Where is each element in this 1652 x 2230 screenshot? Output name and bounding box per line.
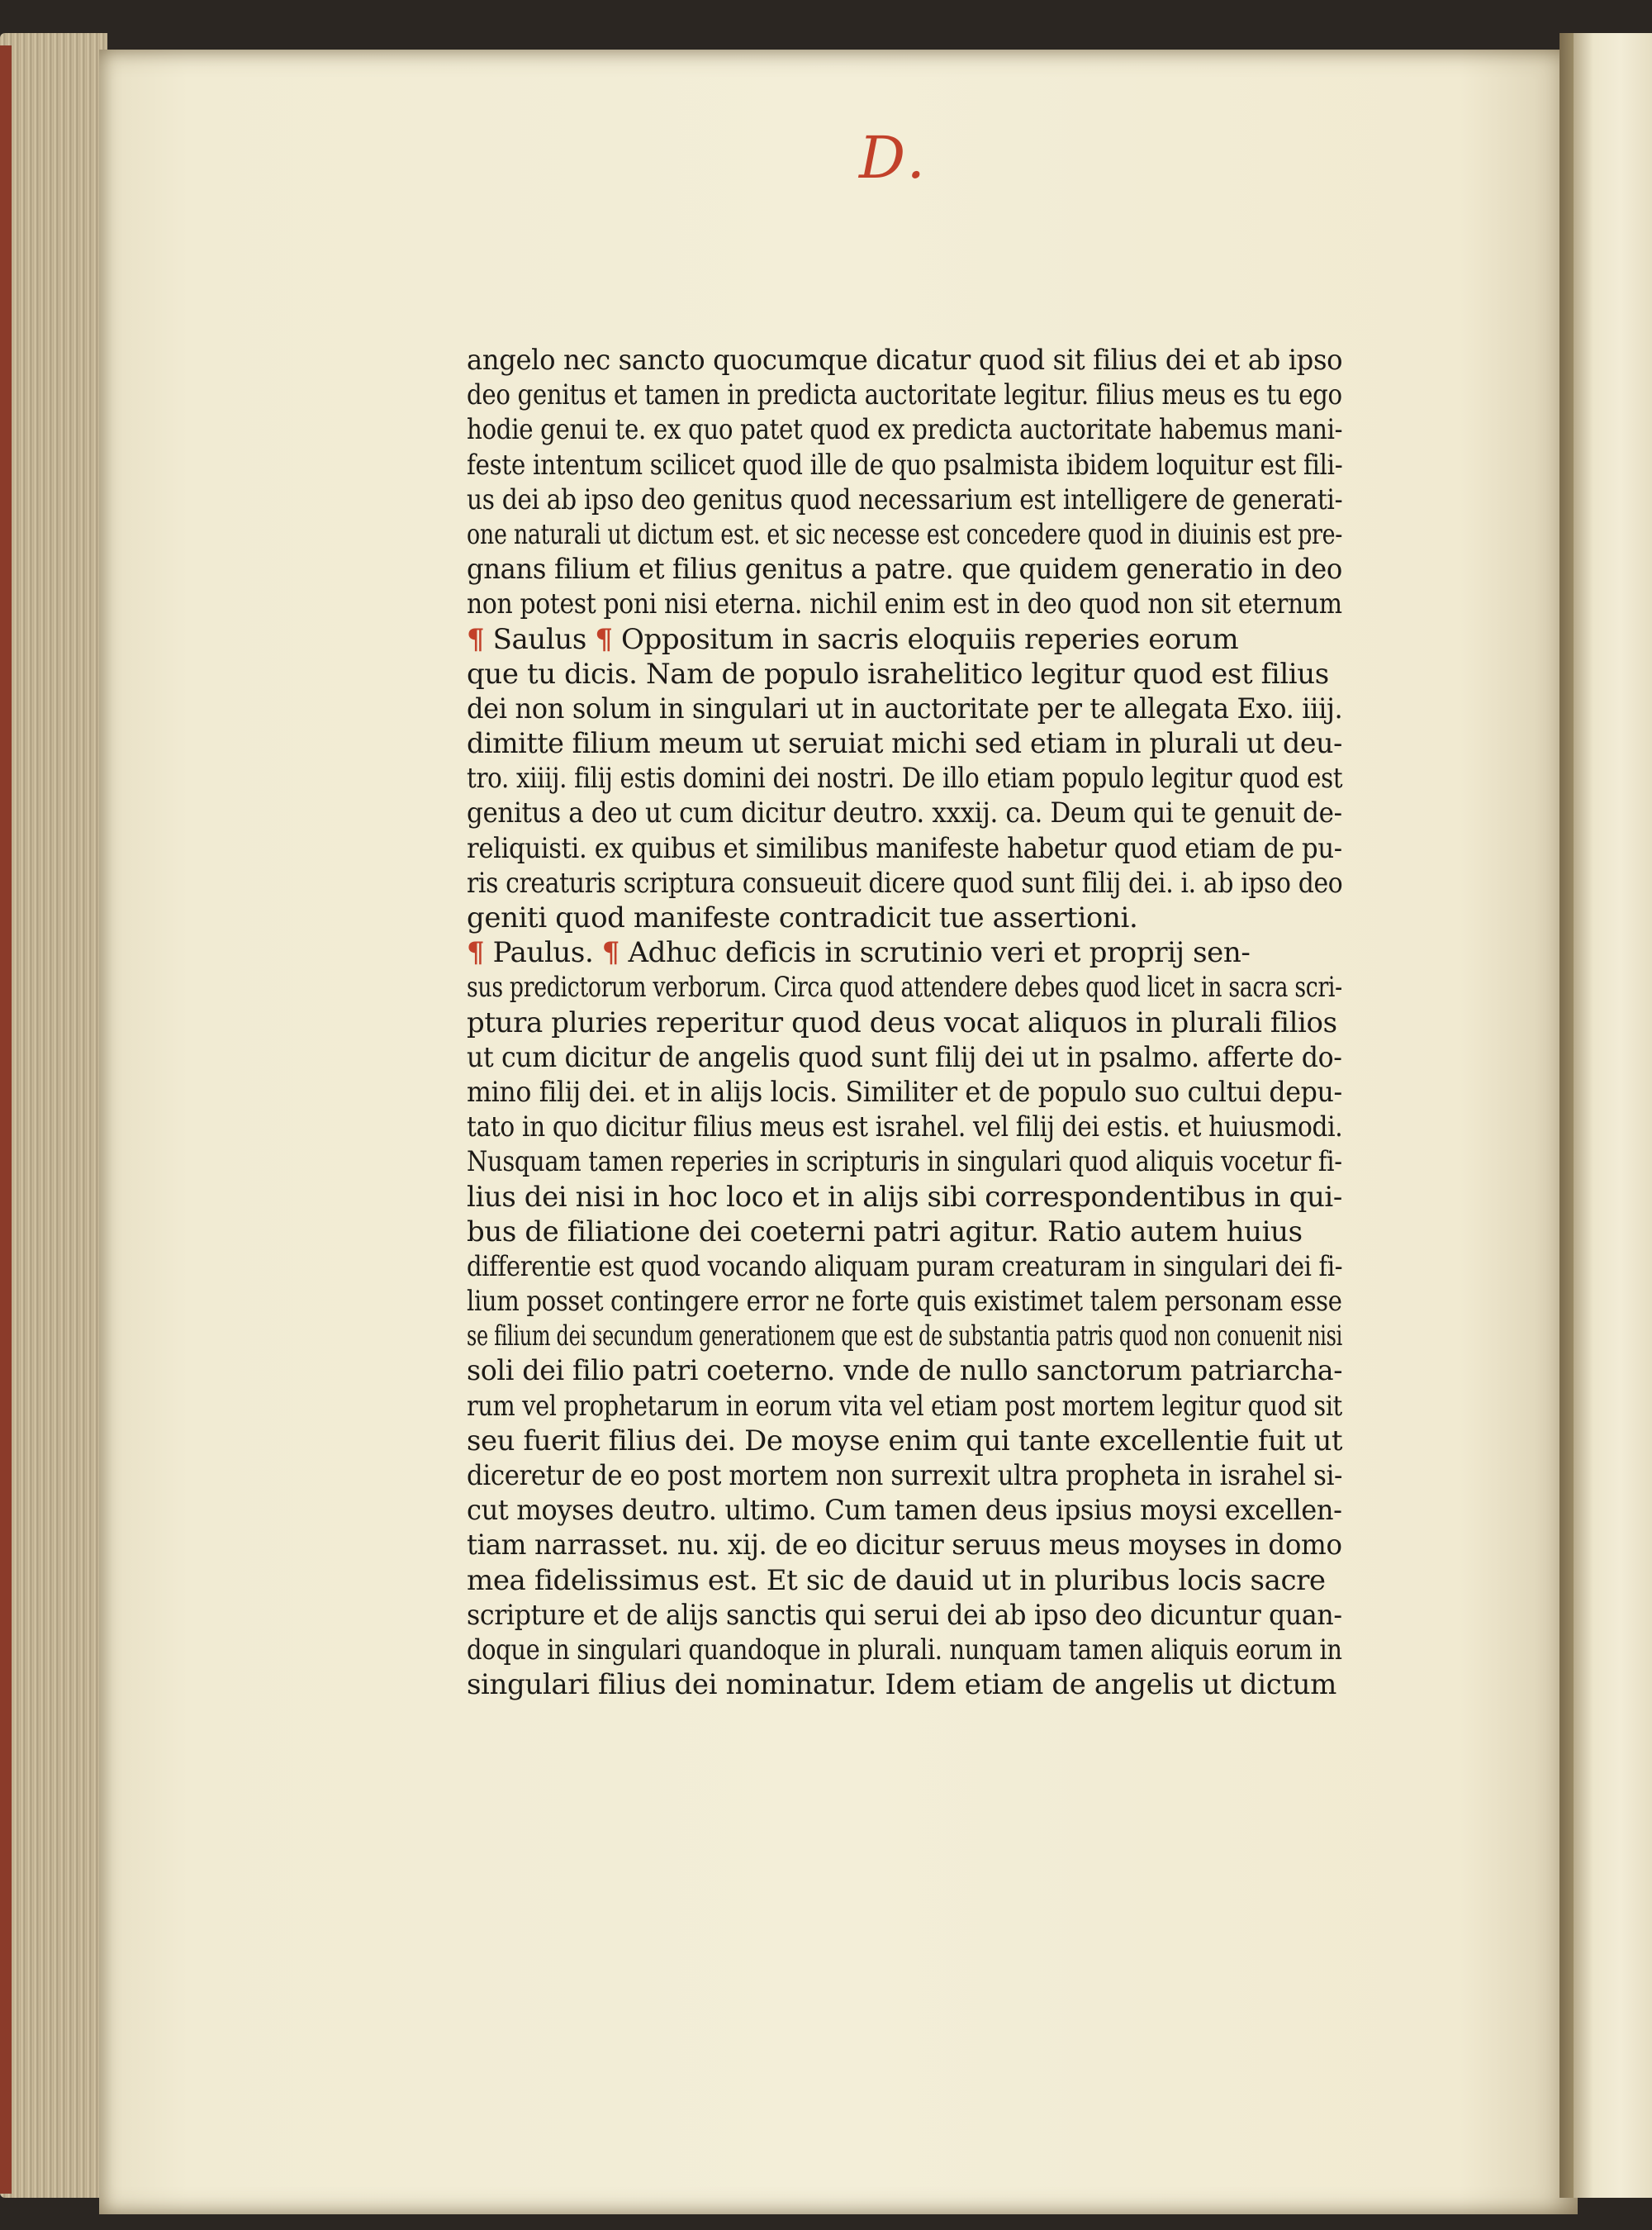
text-line: one naturali ut dictum est. et sic necesse est concedere quod in diuinis est pre-	[467, 517, 1343, 551]
text-line: ut cum dicitur de angelis quod sunt filij dei ut in psalmo. afferte do-	[467, 1040, 1342, 1074]
text-line: feste intentum scilicet quod ille de quo psalmista ibidem loquitur est fili-	[467, 448, 1343, 482]
text-line: deo genitus et tamen in predicta auctoritate legitur. filius meus es tu ego	[467, 378, 1342, 412]
right-facing-page	[1574, 33, 1652, 2198]
text-line: tiam narrasset. nu. xij. de eo dicitur seruus meus moyses in domo	[467, 1529, 1342, 1562]
text-line: ris creaturis scriptura consueuit dicere quod sunt filij dei. i. ab ipso deo	[467, 866, 1343, 900]
text-line: ¶ Saulus ¶ Oppositum in sacris eloquiis reperies eorum	[467, 622, 1239, 656]
left-cover-edge	[0, 45, 12, 2194]
text-line: seu fuerit filius dei. De moyse enim qui tante excellentie fuit ut	[467, 1424, 1343, 1457]
text-line: reliquisti. ex quibus et similibus manifeste habetur quod etiam de pu-	[467, 831, 1342, 865]
text-line: ¶ Paulus. ¶ Adhuc deficis in scrutinio veri et proprij sen-	[467, 936, 1251, 970]
text-line: angelo nec sancto quocumque dicatur quod sit filius dei et ab ipso	[467, 344, 1343, 377]
text-line: que tu dicis. Nam de populo israhelitico legitur quod est filius	[467, 657, 1329, 691]
pilcrow-mark: ¶	[601, 936, 620, 970]
text-line: diceretur de eo post mortem non surrexit ultra propheta in israhel si-	[467, 1459, 1343, 1492]
pilcrow-mark: ¶	[595, 622, 613, 656]
text-line: differentie est quod vocando aliquam puram creaturam in singulari dei fi-	[467, 1249, 1343, 1283]
folio-mark: D.	[859, 124, 928, 192]
text-line: scripture et de alijs sanctis qui serui dei ab ipso deo dicuntur quan-	[467, 1598, 1342, 1632]
left-page-edges	[0, 33, 107, 2198]
pilcrow-mark: ¶	[467, 936, 485, 970]
text-line: hodie genui te. ex quo patet quod ex predicta auctoritate habemus mani-	[467, 413, 1343, 447]
text-line: dei non solum in singulari ut in auctoritate per te allegata Exo. iiij.	[467, 692, 1343, 725]
text-line: doque in singulari quandoque in plurali. nunquam tamen aliquis eorum in	[467, 1633, 1342, 1667]
text-line: ptura pluries reperitur quod deus vocat aliquos in plurali filios	[467, 1006, 1337, 1039]
text-line: se filium dei secundum generationem que est de substantia patris quod non conuenit nisi	[467, 1319, 1342, 1353]
text-line: us dei ab ipso deo genitus quod necessarium est intelligere de generati-	[467, 483, 1343, 516]
text-line: rum vel prophetarum in eorum vita vel etiam post mortem legitur quod sit	[467, 1389, 1342, 1423]
text-line: geniti quod manifeste contradicit tue assertioni.	[467, 901, 1138, 934]
text-line: sus predictorum verborum. Circa quod attendere debes quod licet in sacra scri-	[467, 971, 1342, 1005]
text-line: soli dei filio patri coeterno. vnde de nullo sanctorum patriarcha-	[467, 1354, 1343, 1388]
text-line: cut moyses deutro. ultimo. Cum tamen deus ipsius moysi excellen-	[467, 1494, 1342, 1528]
text-line: gnans filium et filius genitus a patre. que quidem generatio in deo	[467, 553, 1342, 587]
text-line: tato in quo dicitur filius meus est israhel. vel filij dei estis. et huiusmodi.	[467, 1110, 1343, 1144]
text-column	[467, 343, 1342, 1702]
text-line: bus de filiatione dei coeterni patri agitur. Ratio autem huius	[467, 1215, 1303, 1248]
text-line: mea fidelissimus est. Et sic de dauid ut in pluribus locis sacre	[467, 1563, 1326, 1597]
text-line: singulari filius dei nominatur. Idem etiam de angelis ut dictum	[467, 1668, 1336, 1702]
text-line: non potest poni nisi eterna. nichil enim est in deo quod non sit eternum	[467, 587, 1342, 621]
pilcrow-mark: ¶	[467, 622, 485, 656]
text-line: tro. xiiij. filij estis domini dei nostri. De illo etiam populo legitur quod est	[467, 762, 1343, 796]
text-line: lium posset contingere error ne forte quis existimet talem personam esse	[467, 1285, 1342, 1319]
text-line: lius dei nisi in hoc loco et in alijs sibi correspondentibus in qui-	[467, 1180, 1342, 1214]
text-line: mino filij dei. et in alijs locis. Similiter et de populo suo cultui depu-	[467, 1075, 1342, 1109]
text-line: Nusquam tamen reperies in scripturis in singulari quod aliquis vocetur fi-	[467, 1145, 1342, 1179]
text-line: dimitte filium meum ut seruiat michi sed etiam in plurali ut deu-	[467, 727, 1342, 761]
text-line: genitus a deo ut cum dicitur deutro. xxxij. ca. Deum qui te genuit de-	[467, 796, 1342, 830]
